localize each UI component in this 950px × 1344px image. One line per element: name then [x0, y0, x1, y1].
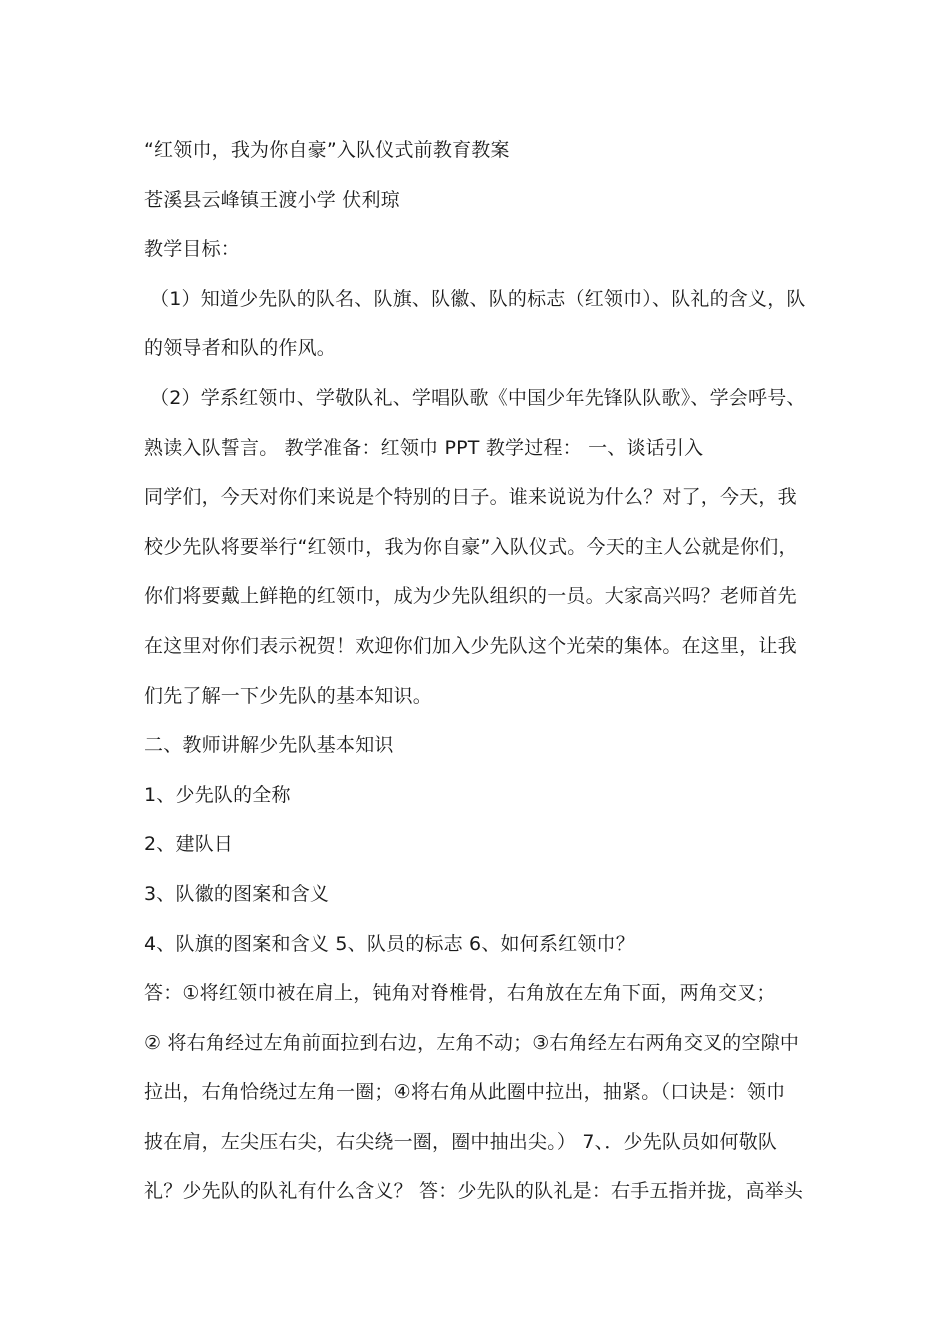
text-line: （2）学系红领巾、学敬队礼、学唱队歌《中国少年先锋队队歌》、学会呼号、 — [150, 386, 806, 409]
text-line: 你们将要戴上鲜艳的红领巾，成为少先队组织的一员。大家高兴吗？老师首先 — [144, 585, 797, 608]
text-line: 在这里对你们表示祝贺！欢迎你们加入少先队这个光荣的集体。在这里，让我 — [144, 634, 797, 657]
text-line: 校少先队将要举行“红领巾，我为你自豪”入队仪式。今天的主人公就是你们， — [144, 535, 798, 558]
text-line: 拉出，右角恰绕过左角一圈；④将右角从此圈中拉出，抽紧。（口诀是：领巾 — [144, 1081, 786, 1104]
text-line: ② 将右角经过左角前面拉到右边，左角不动；③右角经左右两角交叉的空隙中 — [144, 1031, 800, 1054]
author-line: 苍溪县云峰镇王渡小学 伏利琼 — [144, 188, 400, 211]
section-heading-objectives: 教学目标： — [144, 238, 241, 261]
list-item: 2、建队日 — [144, 833, 234, 856]
list-item: 4、队旗的图案和含义 5、队员的标志 6、如何系红领巾？ — [144, 932, 635, 955]
text-line: 礼？少先队的队礼有什么含义？ 答：少先队的队礼是：右手五指并拢，高举头 — [144, 1180, 804, 1203]
document-body — [144, 126, 824, 1217]
section-heading-knowledge: 二、教师讲解少先队基本知识 — [144, 734, 394, 757]
list-item: 3、队徽的图案和含义 — [144, 882, 330, 905]
text-line: 熟读入队誓言。 教学准备：红领巾 PPT 教学过程： 一、谈话引入 — [144, 436, 704, 459]
text-line: 答：①将红领巾被在肩上，钝角对脊椎骨，右角放在左角下面，两角交叉； — [144, 982, 776, 1005]
text-line: （1）知道少先队的队名、队旗、队徽、队的标志（红领巾）、队礼的含义，队 — [150, 287, 806, 310]
text-line: 们先了解一下少先队的基本知识。 — [144, 684, 433, 707]
document-title: “红领巾，我为你自豪”入队仪式前教育教案 — [144, 139, 510, 161]
list-item: 1、少先队的全称 — [144, 783, 291, 806]
text-line: 同学们，今天对你们来说是个特别的日子。谁来说说为什么？对了，今天，我 — [144, 486, 797, 509]
text-line: 披在肩，左尖压右尖，右尖绕一圈，圈中抽出尖。） 7、．少先队员如何敬队 — [144, 1130, 778, 1153]
text-line: 的领导者和队的作风。 — [144, 337, 337, 360]
